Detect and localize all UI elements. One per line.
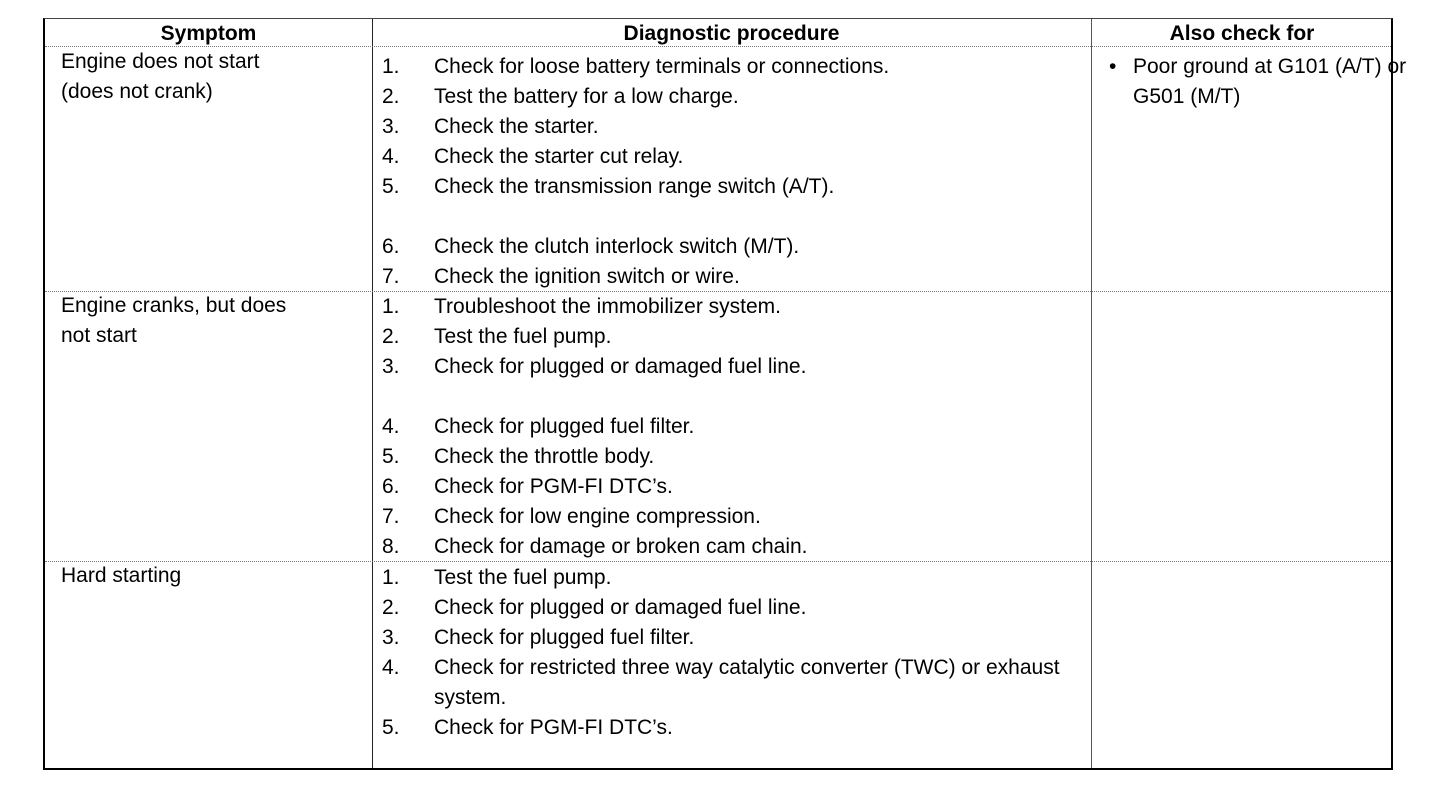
step-number: 4. xyxy=(382,145,400,168)
step-number: 7. xyxy=(382,505,400,528)
procedure-list xyxy=(382,563,1087,743)
step-text: Check for PGM-FI DTC’s. xyxy=(434,716,673,739)
step-text: Check the transmission range switch (A/T). xyxy=(434,175,835,198)
procedure-step xyxy=(382,713,1087,743)
symptom-cell: Engine does not start (does not crank) xyxy=(61,50,260,103)
step-number: 4. xyxy=(382,415,400,438)
procedure-step xyxy=(382,442,1087,472)
symptom-cell: Hard starting xyxy=(61,564,182,587)
header-also-check: Also check for xyxy=(1169,22,1315,45)
step-number: 3. xyxy=(382,626,400,649)
procedure-step xyxy=(382,532,1087,562)
diagnostic-table xyxy=(43,18,1407,770)
procedure-list xyxy=(382,52,1087,292)
also-check-text: Poor ground at G101 (A/T) or G501 (M/T) xyxy=(1133,55,1407,108)
step-text: Test the fuel pump. xyxy=(434,325,612,348)
step-text: Check the throttle body. xyxy=(434,445,655,468)
step-text: Check for restricted three way catalytic converter (TWC) or exhaust system. xyxy=(434,656,1060,709)
procedure-step xyxy=(382,82,1087,112)
step-text: Check for damage or broken cam chain. xyxy=(434,535,808,558)
header-procedure: Diagnostic procedure xyxy=(623,22,840,45)
procedure-step xyxy=(382,322,1087,352)
step-number: 7. xyxy=(382,265,400,288)
header-symptom: Symptom xyxy=(160,22,257,45)
also-check-cell xyxy=(1107,52,1413,112)
step-number: 5. xyxy=(382,716,400,739)
step-number: 1. xyxy=(382,295,400,318)
step-number: 6. xyxy=(382,475,400,498)
step-text: Check the starter. xyxy=(434,115,599,138)
procedure-step xyxy=(382,352,1087,382)
procedure-step xyxy=(382,262,1087,292)
step-number: 1. xyxy=(382,55,400,78)
procedure-step xyxy=(382,52,1087,82)
procedure-step xyxy=(382,172,1087,202)
step-number: 4. xyxy=(382,656,400,679)
bullet-icon: • xyxy=(1109,55,1117,78)
procedure-step xyxy=(382,563,1087,593)
step-number: 8. xyxy=(382,535,400,558)
step-text: Test the fuel pump. xyxy=(434,566,612,589)
procedure-step xyxy=(382,142,1087,172)
step-number: 1. xyxy=(382,566,400,589)
step-text: Check for plugged or damaged fuel line. xyxy=(434,596,807,619)
step-number: 3. xyxy=(382,115,400,138)
step-text: Troubleshoot the immobilizer system. xyxy=(434,295,782,318)
step-text: Check for plugged fuel filter. xyxy=(434,415,695,438)
procedure-step xyxy=(382,502,1087,532)
procedure-step xyxy=(382,232,1087,262)
procedure-step xyxy=(382,593,1087,623)
procedure-step xyxy=(382,623,1087,653)
step-number: 2. xyxy=(382,596,400,619)
step-number: 2. xyxy=(382,325,400,348)
procedure-step xyxy=(382,112,1087,142)
step-text: Check for loose battery terminals or connections. xyxy=(434,55,890,78)
symptom-cell: Engine cranks, but does not start xyxy=(61,294,287,347)
step-text: Check the ignition switch or wire. xyxy=(434,265,740,288)
step-text: Check for PGM-FI DTC’s. xyxy=(434,475,673,498)
step-number: 5. xyxy=(382,445,400,468)
step-text: Test the battery for a low charge. xyxy=(434,85,739,108)
procedure-step xyxy=(382,472,1087,502)
step-number: 6. xyxy=(382,235,400,258)
step-text: Check the starter cut relay. xyxy=(434,145,684,168)
procedure-list xyxy=(382,292,1087,562)
procedure-step xyxy=(382,653,1087,713)
step-text: Check for low engine compression. xyxy=(434,505,761,528)
step-number: 2. xyxy=(382,85,400,108)
column-divider xyxy=(372,19,373,768)
procedure-step xyxy=(382,412,1087,442)
step-text: Check for plugged fuel filter. xyxy=(434,626,695,649)
step-text: Check the clutch interlock switch (M/T). xyxy=(434,235,800,258)
column-divider xyxy=(1091,19,1092,768)
step-text: Check for plugged or damaged fuel line. xyxy=(434,355,807,378)
procedure-step xyxy=(382,292,1087,322)
step-number: 3. xyxy=(382,355,400,378)
step-number: 5. xyxy=(382,175,400,198)
